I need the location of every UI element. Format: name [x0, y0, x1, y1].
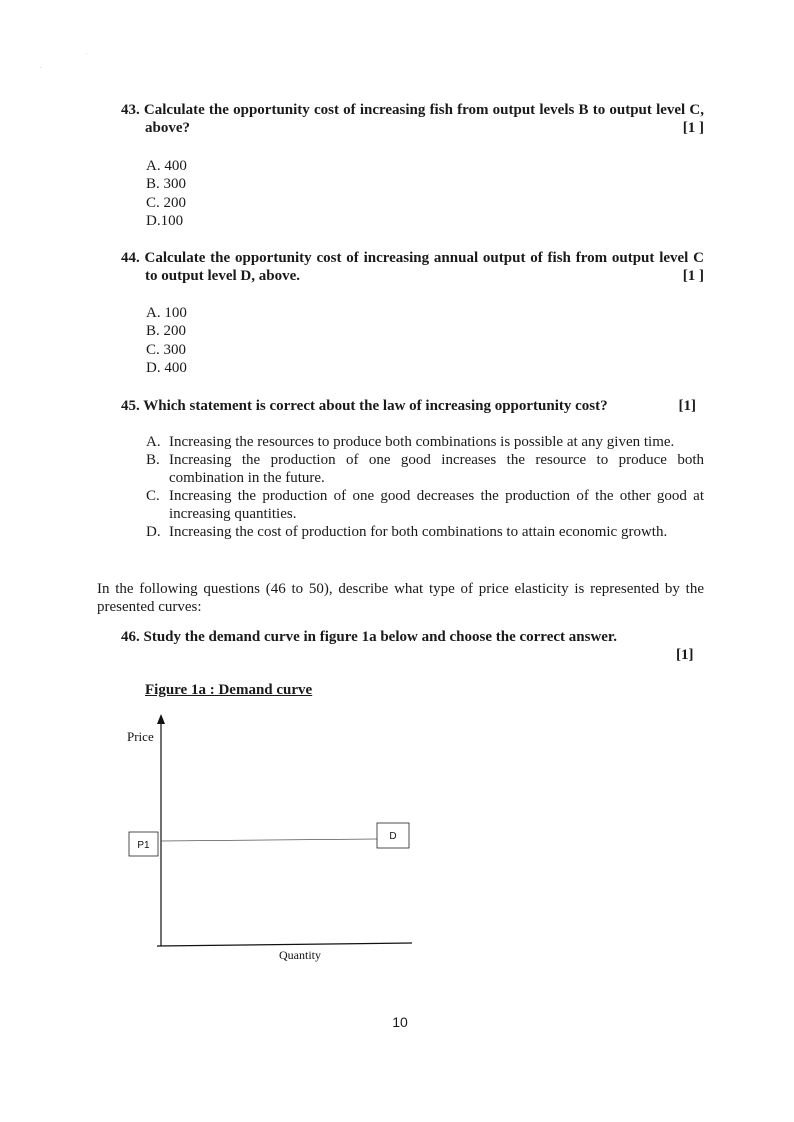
option-letter: D.	[146, 524, 161, 540]
option-text: Increasing the cost of production for both combinations to attain economic growth.	[169, 524, 668, 540]
question-43-mark: [1 ]	[682, 120, 704, 136]
option-text: Increasing the production of one good decreases the production of the other good at increasing quantities.	[169, 488, 704, 522]
question-46-text: 46. Study the demand curve in figure 1a below and choose the correct answer.	[121, 629, 617, 645]
x-axis	[157, 943, 412, 946]
question-46-mark: [1]	[676, 647, 694, 663]
y-axis-arrow-icon	[157, 714, 165, 724]
scan-dot: .	[40, 64, 42, 70]
option: C. 300	[146, 341, 187, 358]
option-letter: C.	[146, 488, 160, 504]
option: A. 100	[146, 305, 187, 321]
question-44-mark: [1 ]	[682, 268, 704, 284]
question-45-text: 45. Which statement is correct about the law of increasing opportunity cost?	[121, 398, 608, 414]
y-axis-label: Price	[127, 729, 154, 744]
option-text: Increasing the resources to produce both combinations is possible at any given time.	[169, 434, 675, 450]
instructions-paragraph: In the following questions (46 to 50), describe what type of price elasticity is represented by the presented curves:	[97, 581, 704, 615]
demand-line	[161, 839, 377, 841]
x-axis-label: Quantity	[279, 948, 321, 962]
option: D. 400	[146, 359, 187, 376]
figure-title: Figure 1a : Demand curve	[145, 682, 313, 698]
option: D.100	[146, 212, 184, 229]
curve-label: D	[389, 831, 397, 842]
question-45-mark: [1]	[678, 398, 696, 414]
option: A. 400	[146, 158, 187, 174]
option: B. 300	[146, 176, 187, 193]
option: C. 200	[146, 194, 187, 211]
scan-dot: .	[86, 50, 88, 56]
question-43-text: 43. Calculate the opportunity cost of increasing fish from output levels B to output level C, above?	[121, 102, 704, 136]
option-letter: A.	[146, 434, 161, 450]
option-letter: B.	[146, 452, 160, 468]
price-label: P1	[137, 840, 150, 851]
option: B. 200	[146, 323, 187, 340]
option-text: Increasing the production of one good increases the resource to produce both combination in the future.	[169, 452, 704, 486]
question-44-text: 44. Calculate the opportunity cost of increasing annual output of fish from output level C to output level D, above.	[121, 250, 704, 284]
page-number: 10	[392, 1014, 408, 1030]
